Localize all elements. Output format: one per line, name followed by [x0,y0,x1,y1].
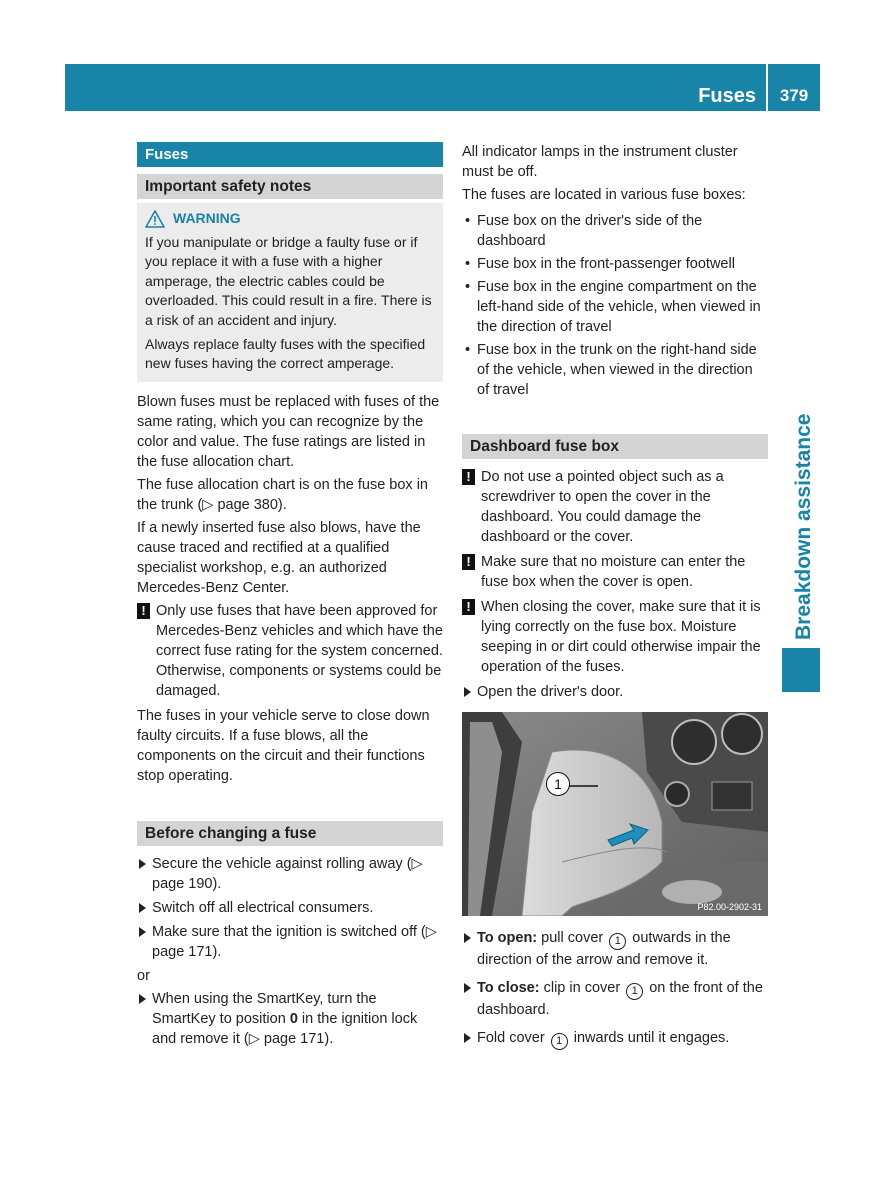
note-text: When closing the cover, make sure that it is lying correctly on the fuse box. Moisture seeping in or dirt could otherwise impair the operation of the fuses. [481,599,761,675]
section-title: Fuses [137,142,443,167]
list-item: • Fuse box in the trunk on the right-hand side of the vehicle, when viewed in the direction of travel [465,342,757,398]
paragraph-indicator-lamps: All indicator lamps in the instrument cluster must be off. [462,144,738,180]
note-text: Make sure that no moisture can enter the fuse box when the cover is open. [481,554,746,590]
bullet-text: Fuse box in the trunk on the right-hand side of the vehicle, when viewed in the direction of travel [477,342,757,398]
right-column [462,142,768,1054]
note-moisture [462,552,768,592]
cover-steps [462,928,768,1050]
bullet-text: Fuse box in the engine compartment on the left-hand side of the vehicle, when viewed in the direction of travel [477,279,761,335]
smartkey-steps [137,989,443,1049]
header-title: Fuses [698,85,756,107]
warning-box [137,203,443,382]
exclamation-icon: ! [462,469,475,485]
list-item [137,854,443,894]
paragraph-workshop: If a newly inserted fuse also blows, have the cause traced and rectified at a qualified specialist workshop, e.g. an authorized Mercedes-Benz Center. [137,519,421,596]
triangle-arrow-icon [139,994,146,1004]
note-pointed-object [462,467,768,547]
list-item [137,989,443,1049]
step-text: on the front of the dashboard. [477,980,763,1018]
paragraph-fuse-boxes: The fuses are located in various fuse boxes: [462,187,746,203]
list-item [462,1028,768,1050]
step-text: Make sure that the ignition is switched off (▷ page 171). [152,923,437,960]
figure-code: P82.00-2902-31 [697,902,762,912]
step-text: Fold cover [477,1030,549,1046]
bullet-text: Fuse box in the front-passenger footwell [477,256,735,272]
step-text: Secure the vehicle against rolling away (▷ page 190). [152,855,423,892]
warning-header [145,209,435,229]
callout-ref-icon: 1 [626,983,643,1000]
note-closing-cover [462,597,768,677]
warning-label: WARNING [173,210,241,226]
before-steps [137,854,443,962]
list-item: • Fuse box on the driver's side of the dashboard [465,213,703,249]
step-bold-label: To close: [477,980,540,996]
list-item [462,682,768,702]
step-text: pull cover [537,930,608,946]
exclamation-icon: ! [462,554,475,570]
step-text: Switch off all electrical consumers. [152,899,374,916]
paragraph-allocation-chart: The fuse allocation chart is on the fuse box in the trunk (▷ page 380). [137,476,428,513]
warning-text-1: If you manipulate or bridge a faulty fuse or if you replace it with a fuse with a higher amperage, the electric cables could be overloaded. This could result in a fire. There is a risk of an accident and injury. [145,233,432,328]
bullet-text: Fuse box on the driver's side of the dashboard [477,213,703,249]
list-item [462,928,768,970]
step-text: When using the SmartKey, turn the SmartKey to position [152,990,377,1027]
step-text: inwards until it engages. [569,1030,730,1046]
step-text: clip in cover [539,980,625,996]
step-text: Open the driver's door. [477,684,624,700]
paragraph-fuse-function: The fuses in your vehicle serve to close down faulty circuits. If a fuse blows, all the components on the circuit and their functions stop operating. [137,707,430,784]
exclamation-icon: ! [137,603,150,619]
dashboard-illustration [462,712,768,916]
list-item [462,978,768,1020]
triangle-arrow-icon [464,933,471,943]
list-item: • Fuse box in the front-passenger footwell [465,256,735,272]
note-text: Only use fuses that have been approved for Mercedes-Benz vehicles and which have the correct fuse rating for the system concerned. Otherwise, components or systems could be damaged. [156,602,443,699]
dashboard-fuse-box-title: Dashboard fuse box [462,434,768,459]
callout-ref-icon: 1 [609,933,626,950]
callout-ref-icon: 1 [551,1033,568,1050]
paragraph-fuse-rating: Blown fuses must be replaced with fuses of the same rating, which you can recognize by the color and value. The fuse ratings are listed in the fuse allocation chart. [137,393,440,470]
triangle-arrow-icon [464,687,471,697]
side-tab [782,648,820,692]
triangle-arrow-icon [139,927,146,937]
note-text: Do not use a pointed object such as a screwdriver to open the cover in the dashboard. You could damage the dashboard or the cover. [481,469,724,545]
left-column [137,142,443,1053]
callout-1: 1 [546,772,570,796]
list-item: • Fuse box in the engine compartment on the left-hand side of the vehicle, when viewed in the direction of travel [465,279,761,335]
step-text: outwards in the direction of the arrow and remove it. [477,930,731,968]
note-approved-fuses [137,601,443,701]
page-number: 379 [779,86,809,105]
triangle-arrow-icon [464,1033,471,1043]
door-steps [462,682,768,702]
header-divider [766,64,768,111]
triangle-arrow-icon [139,903,146,913]
position-value: 0 [289,1010,298,1027]
fuse-box-list [462,211,768,400]
side-tab-label: Breakdown assistance [792,413,815,640]
warning-text-2: Always replace faulty fuses with the specified new fuses having the correct amperage. [145,335,426,372]
step-bold-label: To open: [477,930,538,946]
before-changing-title: Before changing a fuse [137,821,443,846]
warning-triangle-icon [145,210,165,228]
page-header [65,64,820,111]
triangle-arrow-icon [139,859,146,869]
exclamation-icon: ! [462,599,475,615]
or-text: or [137,967,150,984]
dashboard-fuse-box-photo [462,712,768,916]
subsection-title: Important safety notes [137,174,443,199]
step-text: in the ignition lock and remove it (▷ page 171). [152,1010,418,1047]
triangle-arrow-icon [464,983,471,993]
list-item [137,898,443,918]
list-item [137,922,443,962]
